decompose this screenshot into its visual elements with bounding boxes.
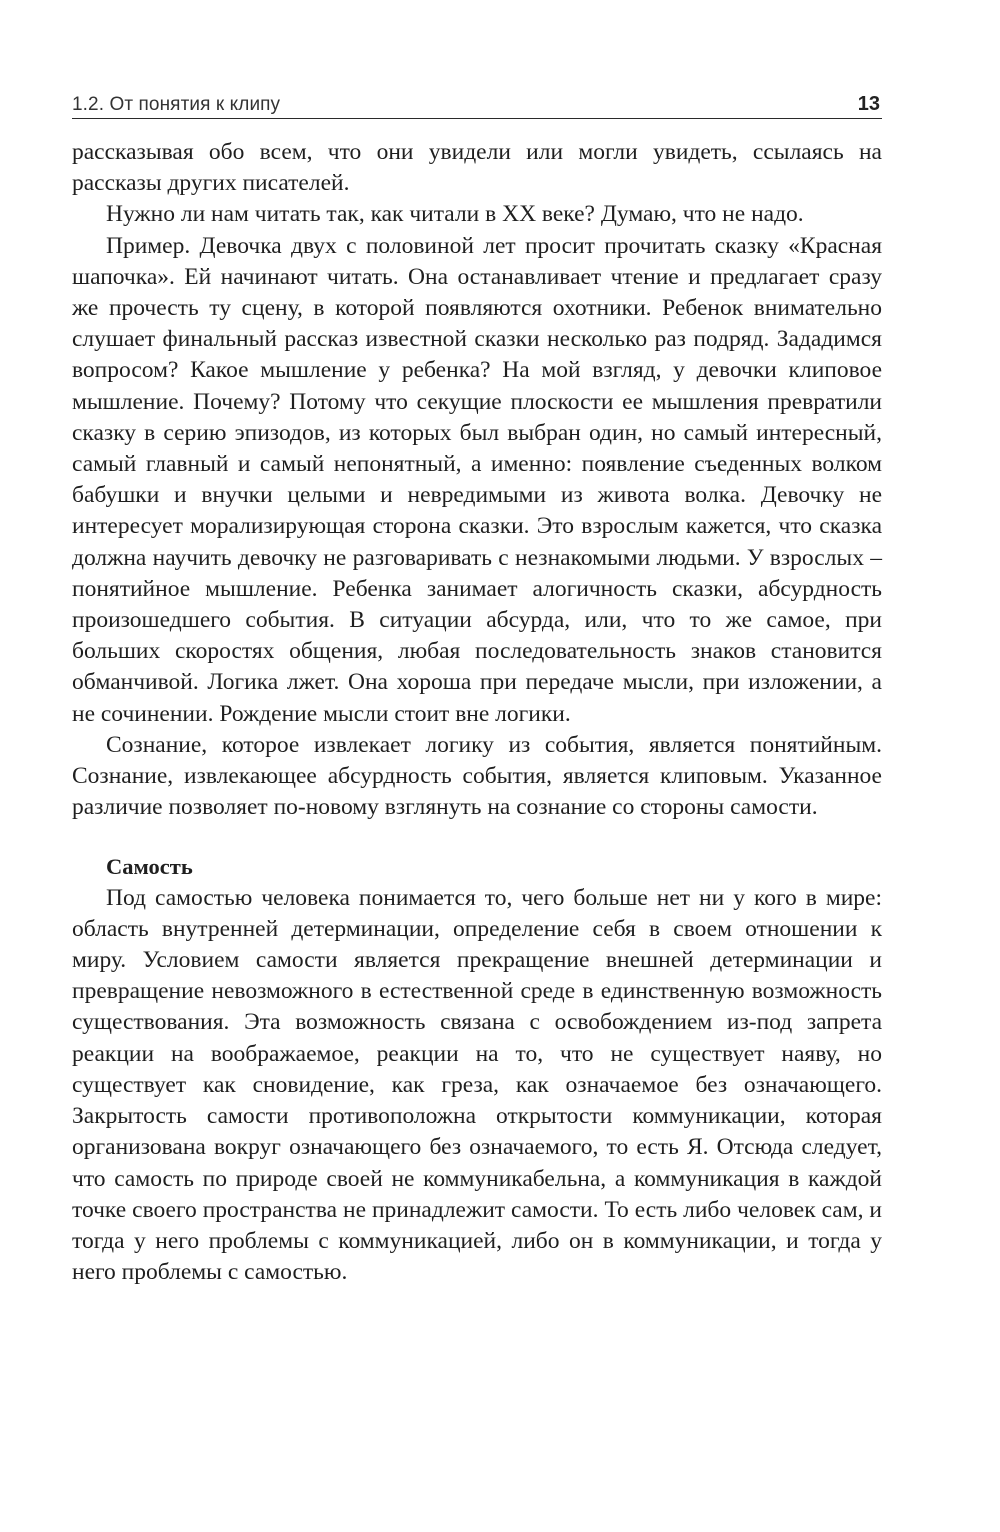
paragraph-continued: рассказывая обо всем, что они увидели или могли увидеть, ссылаясь на рассказы других писателей. bbox=[72, 139, 882, 197]
page-number: 13 bbox=[857, 93, 880, 115]
running-header bbox=[72, 88, 882, 119]
running-title: 1.2. От понятия к клипу bbox=[72, 94, 281, 115]
paragraph: Сознание, которое извлекает логику из события, является понятийным. Сознание, извлекающее абсурдность события, является клиповым. Указанное различие позволяет по-новому взглянуть на сознание со стороны самости. bbox=[72, 731, 882, 821]
book-page bbox=[72, 88, 882, 1288]
paragraph: Нужно ли нам читать так, как читали в XX веке? Думаю, что не надо. bbox=[106, 201, 804, 228]
body-text bbox=[72, 137, 882, 1288]
section-heading: Самость bbox=[106, 854, 193, 880]
section-paragraph: Под самостью человека понимается то, чего больше нет ни у кого в мире: область внутренней детерминации, определение себя в своем отношении к миру. Условием самости является прекращение внешней детерминации и превращение невозможного в естественной среде в единственную возможность существования. Эта возможность связана с освобождением из-под запрета реакции на воображаемое, реакции на то, что не существует наяву, но существует как сновидение, как греза, как означаемое без означающего. Закрытость самости противоположна открытости коммуникации, которая организована вокруг означающего без означаемого, то есть Я. Отсюда следует, что самость по природе своей не коммуникабельна, а коммуникация в каждой точке своего пространства не принадлежит самости. То есть либо человек сам, и тогда у него проблемы с коммуникацией, либо он в коммуникации, и тогда у него проблемы с самостью. bbox=[72, 884, 882, 1286]
paragraph: Пример. Девочка двух с половиной лет просит прочитать сказку «Красная шапочка». Ей начинают читать. Она останавливает чтение и предлагает сразу же прочесть ту сцену, в которой появляются охотники. Ребенок внимательно слушает финальный рассказ известной сказки несколько раз подряд. Зададимся вопросом? Какое мышление у ребенка? На мой взгляд, у девочки клиповое мышление. Почему? Потому что секущие плоскости ее мышления превратили сказку в серию эпизодов, из которых был выбран один, но самый интересный, самый главный и самый непонятный, а именно: появление съеденных волком бабушки и внучки целыми и невредимыми из живота волка. Девочку не интересует морализирующая сторона сказки. Это взрослым кажется, что сказка должна научить девочку не разговаривать с незнакомыми людьми. У взрослых – понятийное мышление. Ребенка занимает алогичность сказки, абсурдность произошедшего события. В ситуации абсурда, или, что то же самое, при больших скоростях общения, любая последовательность знаков становится обманчивой. Логика лжет. Она хороша при передаче мысли, при изложении, а не сочинении. Рождение мысли стоит вне логики. bbox=[72, 232, 882, 727]
